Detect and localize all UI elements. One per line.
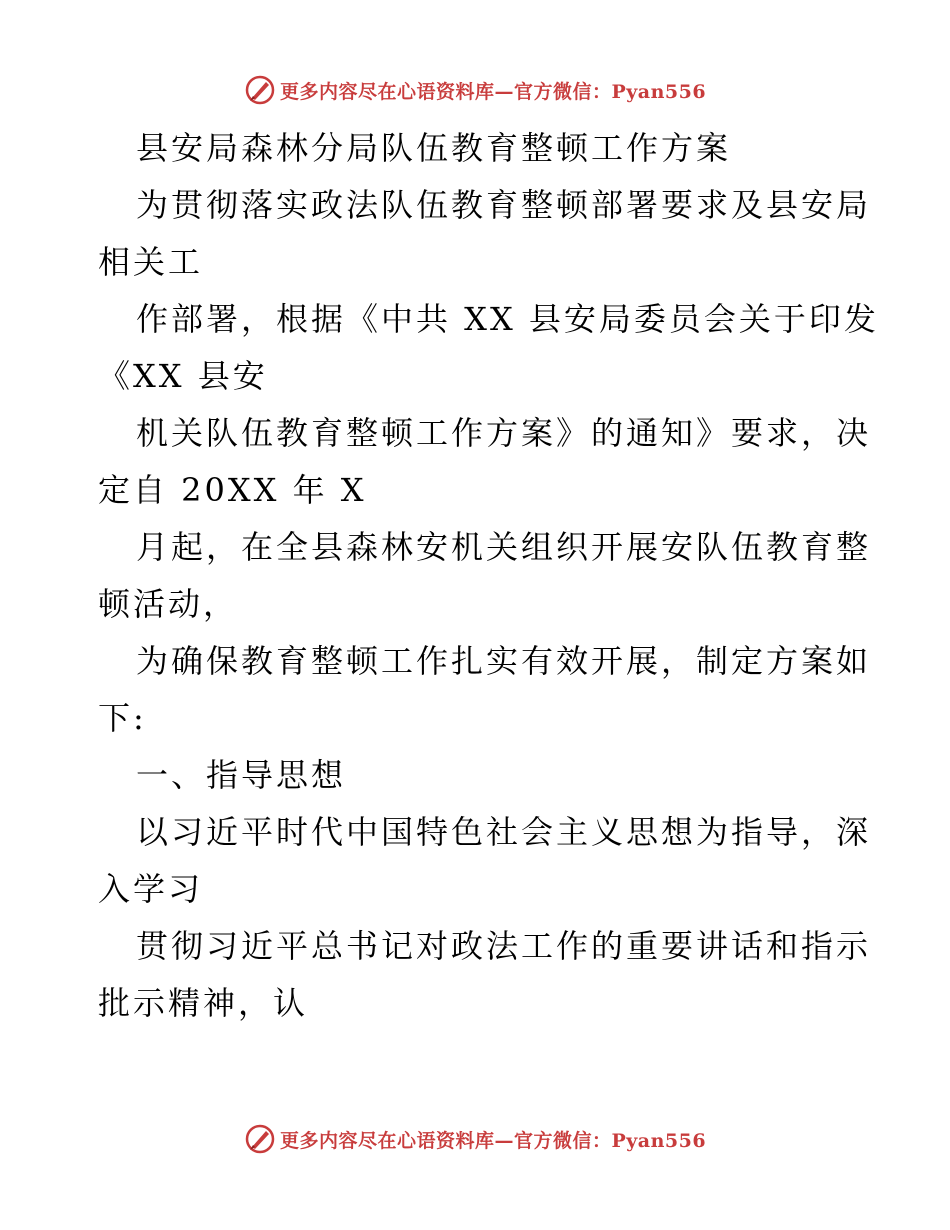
document-line: 顿活动， [98, 585, 239, 623]
document-line: 下: [98, 699, 147, 737]
quill-pen-logo-icon [244, 1123, 276, 1155]
header-banner [0, 70, 950, 110]
document-line: 一、指导思想 [136, 756, 347, 794]
document-line: 作部署，根据《中共 XX 县安局委员会关于印发 [136, 300, 879, 338]
footer-banner [0, 1119, 950, 1159]
footer-banner-text: 更多内容尽在心语资料库—官方微信：Pyan556 [279, 1129, 707, 1152]
document-line: 贯彻习近平总书记对政法工作的重要讲话和指示 [136, 927, 872, 965]
document-line: 以习近平时代中国特色社会主义思想为指导，深 [136, 813, 872, 851]
document-line: 机关队伍教育整顿工作方案》的通知》要求，决 [136, 414, 872, 452]
document-line: 相关工 [98, 243, 204, 281]
document-line: 《XX 县安 [98, 357, 268, 395]
document-line: 为贯彻落实政法队伍教育整顿部署要求及县安局 [136, 186, 872, 224]
document-line: 定自 20XX 年 X [98, 471, 367, 509]
header-banner-text: 更多内容尽在心语资料库—官方微信：Pyan556 [279, 80, 707, 103]
document-line: 入学习 [98, 870, 204, 908]
document-line: 批示精神，认 [98, 984, 309, 1022]
document-line: 月起，在全县森林安机关组织开展安队伍教育整 [136, 528, 872, 566]
quill-pen-logo-icon [244, 74, 276, 106]
document-body [98, 120, 879, 1032]
document-line: 县安局森林分局队伍教育整顿工作方案 [136, 129, 732, 167]
document-line: 为确保教育整顿工作扎实有效开展，制定方案如 [136, 642, 872, 680]
